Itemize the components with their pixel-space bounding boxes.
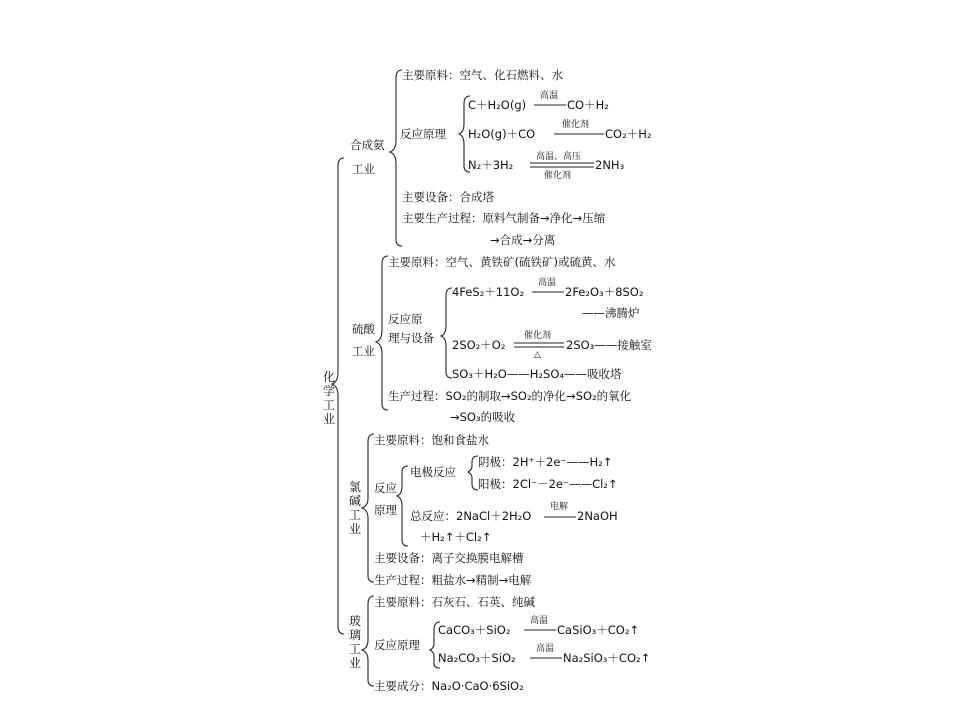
chloralkali-total-2: ＋H₂↑＋Cl₂↑ [420,530,492,544]
sulfuric-process-1: 生产过程：SO₂的制取→SO₂的净化→SO₂的氧化 [388,389,632,403]
sulfuric-title-1: 硫酸 [352,322,375,336]
chloralkali-principle-label-2: 原理 [374,503,397,517]
ammonia-raw: 主要原料：空气、化石燃料、水 [402,68,563,82]
ammonia-eq2-prod: CO₂＋H₂ [605,127,652,141]
glass-eq2-cond: 高温 [536,644,555,654]
sulfuric-principle-label-2: 理与设备 [388,331,434,345]
glass-eq2: Na₂CO₃＋SiO₂ [438,651,516,665]
glass-eq1: CaCO₃＋SiO₂ [438,623,511,637]
ammonia-title-1: 合成氨 [350,138,385,152]
sulfuric-principle-label-1: 反应原 [388,312,423,326]
ammonia-eq2-cond: 催化剂 [562,120,590,130]
sulfuric-process-2: →SO₃的吸收 [450,410,516,424]
ammonia-process-1: 主要生产过程：原料气制备→净化→压缩 [402,211,606,225]
sulfuric-title-2: 工业 [352,344,375,358]
ammonia-eq2: H₂O(g)＋CO [468,127,536,141]
chloralkali-principle-label-1: 反应 [374,481,397,495]
ammonia-title-2: 工业 [352,162,375,176]
glass-principle-label: 反应原理 [374,638,420,652]
sulfuric-eq2-prod: 2SO₃——接触室 [566,338,652,352]
chloralkali-total-prod: 2NaOH [577,509,618,523]
ammonia-eq1-prod: CO＋H₂ [567,98,609,112]
glass-title: 玻璃工业 [348,614,361,670]
sulfuric-raw: 主要原料：空气、黄铁矿(硫铁矿)或硫黄、水 [388,255,616,269]
chloralkali-total-cond: 电解 [550,502,569,512]
ammonia-equipment: 主要设备：合成塔 [402,190,494,204]
ammonia-eq3-cond-top: 高温、高压 [536,152,582,162]
root-title: 化学工业 [322,370,335,426]
ammonia-eq1: C＋H₂O(g) [468,98,527,112]
chloralkali-title: 氯碱工业 [348,480,361,536]
sulfuric-eq2-cond-bottom: △ [534,350,541,360]
ammonia-process-2: →合成→分离 [490,233,556,247]
glass-composition: 主要成分：Na₂O·CaO·6SiO₂ [374,679,524,693]
ammonia-principle-label: 反应原理 [400,127,446,141]
glass-eq1-cond: 高温 [530,616,549,626]
sulfuric-eq1-prod: 2Fe₂O₃＋8SO₂ [565,285,644,299]
chloralkali-cathode: 阴极：2H⁺＋2e⁻——H₂↑ [478,455,613,469]
sulfuric-eq1: 4FeS₂＋11O₂ [452,285,525,299]
ammonia-eq3-cond-bottom: 催化剂 [544,171,572,181]
ammonia-eq1-cond: 高温 [540,91,559,101]
glass-raw: 主要原料：石灰石、石英、纯碱 [374,595,535,609]
sulfuric-eq1-cond: 高温 [538,278,557,288]
sulfuric-eq2: 2SO₂＋O₂ [452,338,506,352]
glass-eq2-prod: Na₂SiO₃＋CO₂↑ [563,651,651,665]
sulfuric-eq1-device: ——沸腾炉 [582,306,640,320]
chloralkali-electrode-label: 电极反应 [410,465,456,479]
ammonia-eq3: N₂＋3H₂ [468,158,514,172]
chloralkali-total: 总反应：2NaCl＋2H₂O [410,509,532,523]
sulfuric-eq3: SO₃＋H₂O——H₂SO₄——吸收塔 [452,367,622,381]
glass-eq1-prod: CaSiO₃＋CO₂↑ [557,623,640,637]
chloralkali-process: 生产过程：粗盐水→精制→电解 [374,573,532,587]
chloralkali-raw: 主要原料：饱和食盐水 [374,433,489,447]
sulfuric-eq2-cond-top: 催化剂 [524,331,552,341]
chloralkali-equipment: 主要设备：离子交换膜电解槽 [374,551,524,565]
chloralkali-anode: 阳极：2Cl⁻－2e⁻——Cl₂↑ [478,477,618,491]
ammonia-eq3-prod: 2NH₃ [595,158,625,172]
